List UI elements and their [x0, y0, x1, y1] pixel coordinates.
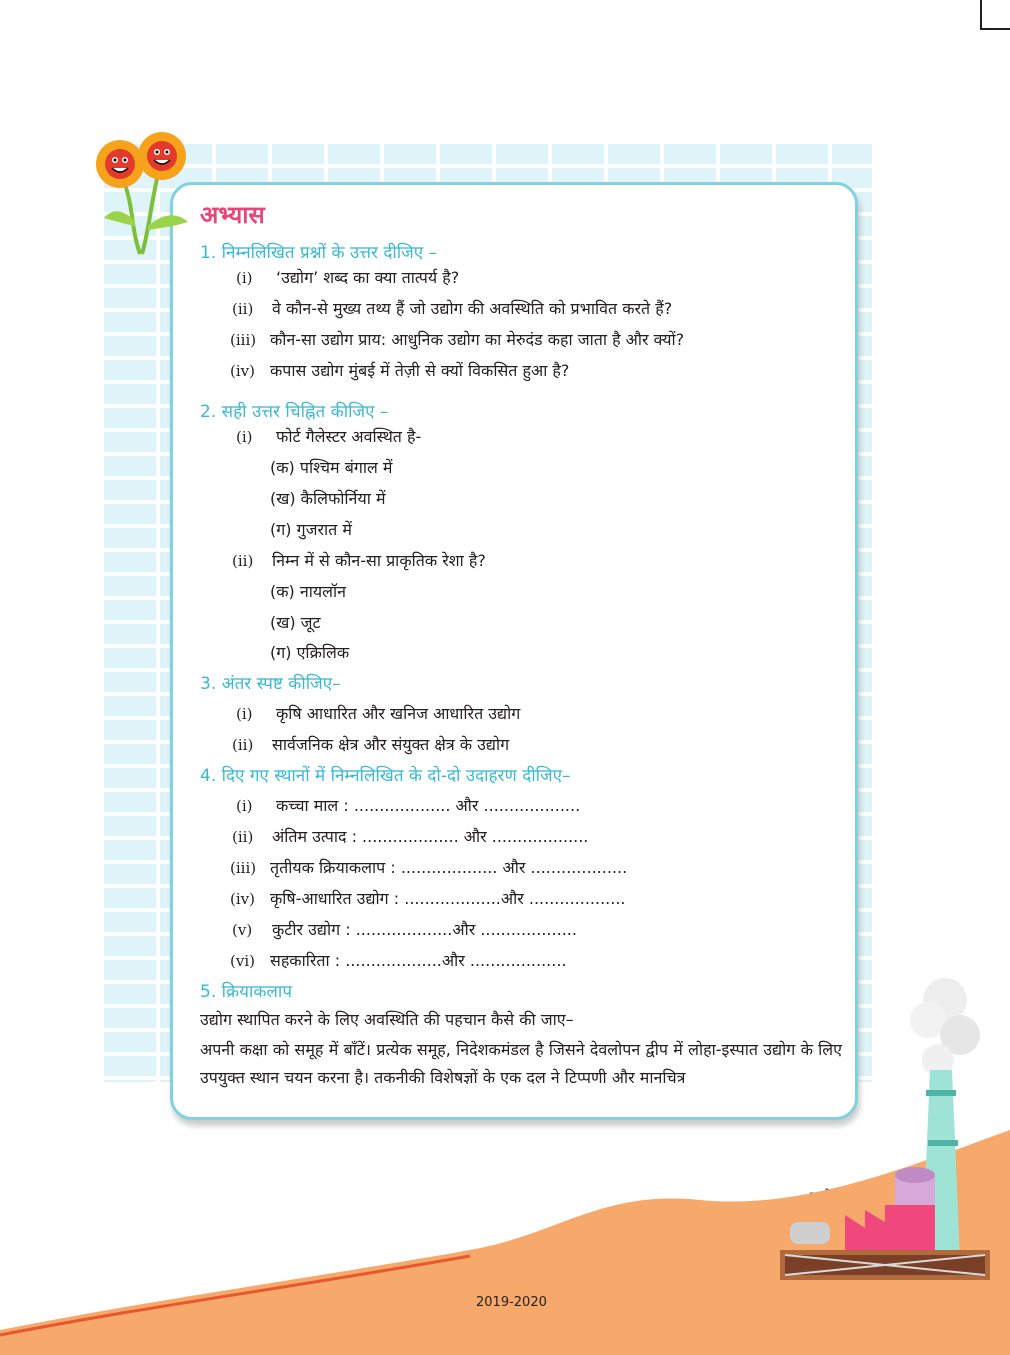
item-text: कृषि-आधारित उद्योग : ...................और ................... — [270, 889, 626, 908]
item-text: कच्चा माल : ................... और ................... — [276, 796, 581, 815]
item-text: कुटीर उद्योग : ...................और ................... — [272, 920, 577, 939]
question-5-title: 5. क्रियाकलाप — [200, 982, 292, 1002]
factory-illustration-icon — [760, 960, 1010, 1320]
q2-ii-option-ka: (क) नायलॉन — [270, 582, 347, 601]
item-number: (ii) — [232, 736, 254, 754]
item-text: सहकारिता : ...................और ................... — [270, 951, 567, 970]
q1-item-iv — [230, 359, 569, 381]
item-number: (v) — [232, 921, 253, 939]
question-3-title: 3. अंतर स्पष्ट कीजिए– — [200, 674, 341, 694]
item-number: (ii) — [232, 552, 254, 570]
activity-paragraph: अपनी कक्षा को समूह में बाँटें। प्रत्येक समूह, निदेशकमंडल है जिसने देवलोपन द्वीप में लोहा-इस्पात उद्योग के लिए उपयुक्त स्थान चयन करना है। तकनीकी विशेषज्ञों के एक दल ने टिप्पणी और मानचित्र — [200, 1040, 842, 1087]
q4-item-ii — [232, 825, 588, 847]
exercise-heading: अभ्यास — [200, 201, 265, 229]
q2-i-option-ga: (ग) गुजरात में — [270, 520, 352, 539]
question-4-title: 4. दिए गए स्थानों में निम्नलिखित के दो-दो उदाहरण दीजिए– — [200, 766, 571, 786]
item-text: फोर्ट गैलेस्टर अवस्थित है- — [276, 427, 422, 446]
q3-item-i — [236, 702, 520, 724]
q1-item-i — [236, 266, 459, 288]
q4-item-iv — [230, 887, 626, 909]
item-number: (iv) — [230, 890, 255, 908]
q2-item-ii — [232, 549, 486, 571]
q4-item-vi — [230, 949, 567, 971]
question-2-title: 2. सही उत्तर चिह्नित कीजिए – — [200, 402, 389, 422]
item-text: वे कौन-से मुख्य तथ्य हैं जो उद्योग की अवस्थिति को प्रभावित करते हैं? — [272, 299, 673, 318]
q2-ii-option-ga: (ग) एक्रिलिक — [270, 643, 350, 662]
q2-i-option-ka: (क) पश्चिम बंगाल में — [270, 458, 393, 477]
item-text: कपास उद्योग मुंबई में तेज़ी से क्यों विकसित हुआ है? — [270, 361, 570, 380]
item-number: (ii) — [232, 828, 254, 846]
item-text: निम्न में से कौन-सा प्राकृतिक रेशा है? — [272, 551, 486, 570]
item-number: (vi) — [230, 952, 255, 970]
q3-item-ii — [232, 733, 509, 755]
q2-item-i — [236, 425, 421, 447]
q4-item-i — [236, 794, 580, 816]
item-number: (i) — [236, 705, 253, 723]
item-number: (ii) — [232, 300, 254, 318]
q1-item-ii — [232, 297, 672, 319]
item-text: अंतिम उत्पाद : ................... और ................... — [272, 827, 589, 846]
q4-item-v — [232, 918, 577, 940]
item-number: (i) — [236, 428, 253, 446]
item-number: (iv) — [230, 362, 255, 380]
q4-item-iii — [230, 856, 627, 878]
edition-year: 2019-2020 — [476, 1295, 547, 1310]
activity-intro: उद्योग स्थापित करने के लिए अवस्थिति की पहचान कैसे की जाए– — [200, 1010, 574, 1029]
item-text: कृषि आधारित और खनिज आधारित उद्योग — [276, 704, 521, 723]
item-text: सार्वजनिक क्षेत्र और संयुक्त क्षेत्र के उद्योग — [272, 735, 510, 754]
item-text: कौन-सा उद्योग प्राय: आधुनिक उद्योग का मेरुदंड कहा जाता है और क्यों? — [270, 330, 685, 349]
q2-ii-option-kha: (ख) जूट — [270, 613, 321, 632]
item-text: तृतीयक क्रियाकलाप : ................... और ................... — [270, 858, 628, 877]
item-text: ‘उद्योग’ शब्द का क्या तात्पर्य है? — [276, 268, 460, 287]
item-number: (i) — [236, 269, 253, 287]
item-number: (iii) — [230, 859, 257, 877]
item-number: (iii) — [230, 331, 257, 349]
q1-item-iii — [230, 328, 684, 350]
question-1-title: 1. निम्नलिखित प्रश्नों के उत्तर दीजिए – — [200, 243, 438, 263]
q2-i-option-kha: (ख) कैलिफोर्निया में — [270, 489, 386, 508]
item-number: (i) — [236, 797, 253, 815]
